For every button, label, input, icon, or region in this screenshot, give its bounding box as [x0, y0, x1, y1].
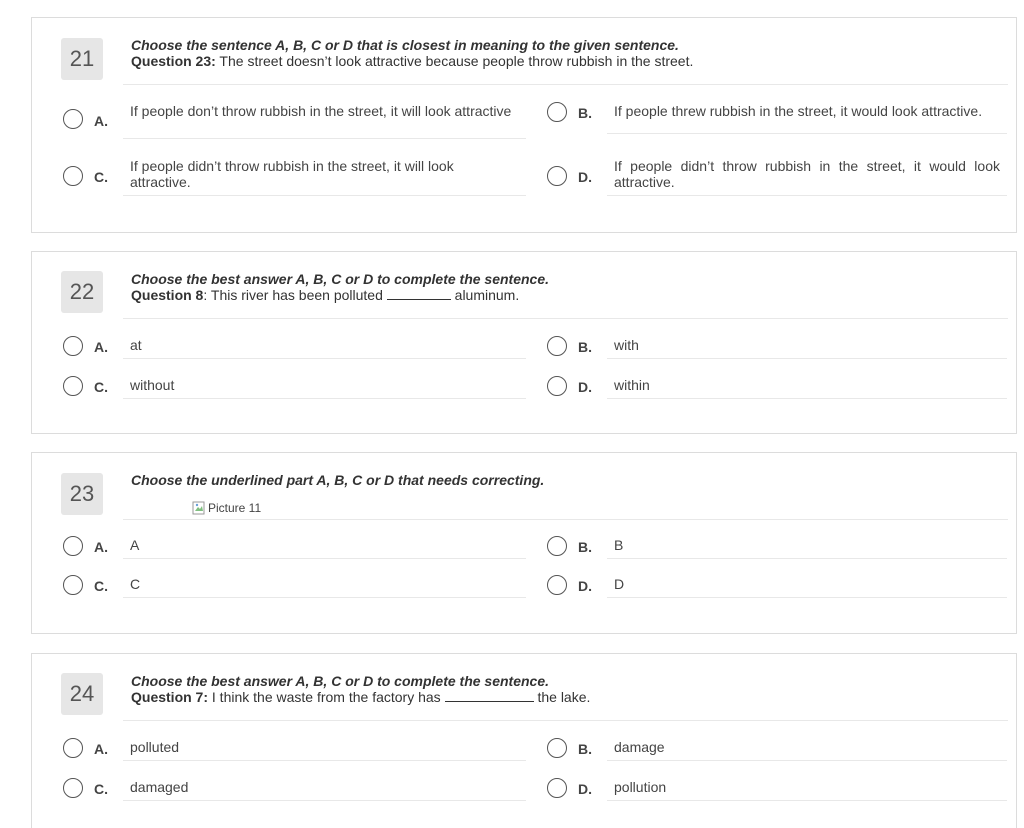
option-c[interactable]: [63, 158, 526, 192]
radio-button[interactable]: [547, 738, 567, 758]
option-underline: [123, 800, 526, 801]
option-a[interactable]: [63, 334, 526, 362]
radio-button[interactable]: [547, 536, 567, 556]
question-card-23: [31, 452, 1017, 634]
radio-button[interactable]: [63, 166, 83, 186]
option-text: within: [614, 377, 650, 393]
question-image: [192, 501, 261, 515]
option-c[interactable]: [63, 573, 526, 601]
radio-button[interactable]: [63, 738, 83, 758]
option-letter: A.: [94, 339, 108, 355]
option-c[interactable]: [63, 776, 526, 804]
answer-blank: [387, 288, 451, 300]
option-letter: D.: [578, 379, 592, 395]
question-card-24: [31, 653, 1017, 828]
divider: [123, 84, 1008, 85]
radio-button[interactable]: [63, 109, 83, 129]
option-underline: [607, 800, 1007, 801]
option-letter: D.: [578, 578, 592, 594]
option-underline: [607, 760, 1007, 761]
prompt-text: : This river has been polluted: [203, 287, 383, 303]
question-number: 22: [61, 271, 103, 313]
option-letter: A.: [94, 539, 108, 555]
option-underline: [123, 597, 526, 598]
option-letter: B.: [578, 539, 592, 555]
option-b[interactable]: [547, 534, 1007, 562]
prompt-after: aluminum.: [454, 287, 520, 303]
option-text: A: [130, 537, 140, 553]
option-letter: D.: [578, 169, 592, 185]
option-underline: [123, 358, 526, 359]
radio-button[interactable]: [547, 778, 567, 798]
option-text: D: [614, 576, 625, 592]
question-instruction: [131, 673, 1008, 705]
option-d[interactable]: [547, 158, 1007, 192]
instruction-text: Choose the underlined part A, B, C or D that needs correcting.: [131, 472, 545, 488]
option-text: damage: [614, 739, 665, 755]
instruction-text: Choose the best answer A, B, C or D to complete the sentence.: [131, 673, 550, 689]
radio-button[interactable]: [547, 376, 567, 396]
question-number: 24: [61, 673, 103, 715]
option-text: B: [614, 537, 624, 553]
option-letter: B.: [578, 339, 592, 355]
question-card-21: [31, 17, 1017, 233]
divider: [123, 519, 1008, 520]
prompt-after: the lake.: [537, 689, 591, 705]
option-text: without: [130, 377, 175, 393]
prompt-label: Question 8: [131, 287, 204, 303]
broken-image-icon: [192, 501, 206, 515]
option-letter: C.: [94, 781, 108, 797]
option-letter: A.: [94, 741, 108, 757]
option-text: damaged: [130, 779, 189, 795]
image-alt-text: Picture 11: [208, 501, 262, 515]
option-a[interactable]: [63, 103, 526, 136]
prompt-label: Question 23:: [131, 53, 216, 69]
option-a[interactable]: [63, 534, 526, 562]
option-underline: [123, 195, 526, 196]
option-underline: [607, 597, 1007, 598]
option-text: with: [614, 337, 639, 353]
option-text: If people threw rubbish in the street, it would look attractive.: [614, 103, 983, 119]
option-letter: A.: [94, 113, 108, 129]
option-underline: [123, 138, 526, 139]
option-underline: [123, 398, 526, 399]
question-prompt: [131, 53, 1008, 69]
radio-button[interactable]: [63, 575, 83, 595]
question-number: 21: [61, 38, 103, 80]
prompt-text: I think the waste from the factory has: [208, 689, 441, 705]
option-letter: B.: [578, 741, 592, 757]
radio-button[interactable]: [63, 536, 83, 556]
option-underline: [607, 133, 1007, 134]
option-text: If people didn’t throw rubbish in the street, it will look attractive.: [130, 158, 454, 190]
option-d[interactable]: [547, 776, 1007, 804]
radio-button[interactable]: [63, 336, 83, 356]
option-underline: [607, 195, 1007, 196]
radio-button[interactable]: [63, 778, 83, 798]
prompt-text: The street doesn’t look attractive because people throw rubbish in the street.: [215, 53, 694, 69]
prompt-label: Question 7:: [131, 689, 209, 705]
question-number: 23: [61, 473, 103, 515]
option-text: If people don’t throw rubbish in the street, it will look attractive: [130, 103, 512, 119]
answer-blank: [445, 690, 534, 702]
divider: [123, 720, 1008, 721]
radio-button[interactable]: [547, 166, 567, 186]
option-underline: [607, 358, 1007, 359]
option-b[interactable]: [547, 736, 1007, 764]
option-underline: [607, 398, 1007, 399]
radio-button[interactable]: [547, 102, 567, 122]
option-text: at: [130, 337, 142, 353]
radio-button[interactable]: [63, 376, 83, 396]
question-instruction: [131, 271, 1008, 303]
option-c[interactable]: [63, 374, 526, 402]
option-text: polluted: [130, 739, 180, 755]
option-letter: B.: [578, 105, 592, 121]
instruction-text: Choose the best answer A, B, C or D to complete the sentence.: [131, 271, 550, 287]
option-b[interactable]: [547, 334, 1007, 362]
option-underline: [607, 558, 1007, 559]
option-letter: C.: [94, 379, 108, 395]
option-a[interactable]: [63, 736, 526, 764]
option-underline: [123, 558, 526, 559]
option-letter: C.: [94, 578, 108, 594]
option-b[interactable]: [547, 100, 1007, 128]
option-letter: D.: [578, 781, 592, 797]
option-underline: [123, 760, 526, 761]
option-text: pollution: [614, 779, 667, 795]
instruction-text: Choose the sentence A, B, C or D that is closest in meaning to the given sentence.: [131, 37, 679, 53]
radio-button[interactable]: [547, 575, 567, 595]
radio-button[interactable]: [547, 336, 567, 356]
option-d[interactable]: [547, 374, 1007, 402]
question-instruction: [131, 472, 1008, 488]
option-text: If people didn’t throw rubbish in the street, it would look attractive.: [614, 158, 1000, 190]
divider: [123, 318, 1008, 319]
question-prompt: [131, 287, 1008, 303]
option-letter: C.: [94, 169, 108, 185]
option-d[interactable]: [547, 573, 1007, 601]
option-text: C: [130, 576, 141, 592]
question-instruction: [131, 37, 1008, 69]
question-card-22: [31, 251, 1017, 434]
question-prompt: [131, 689, 1008, 705]
